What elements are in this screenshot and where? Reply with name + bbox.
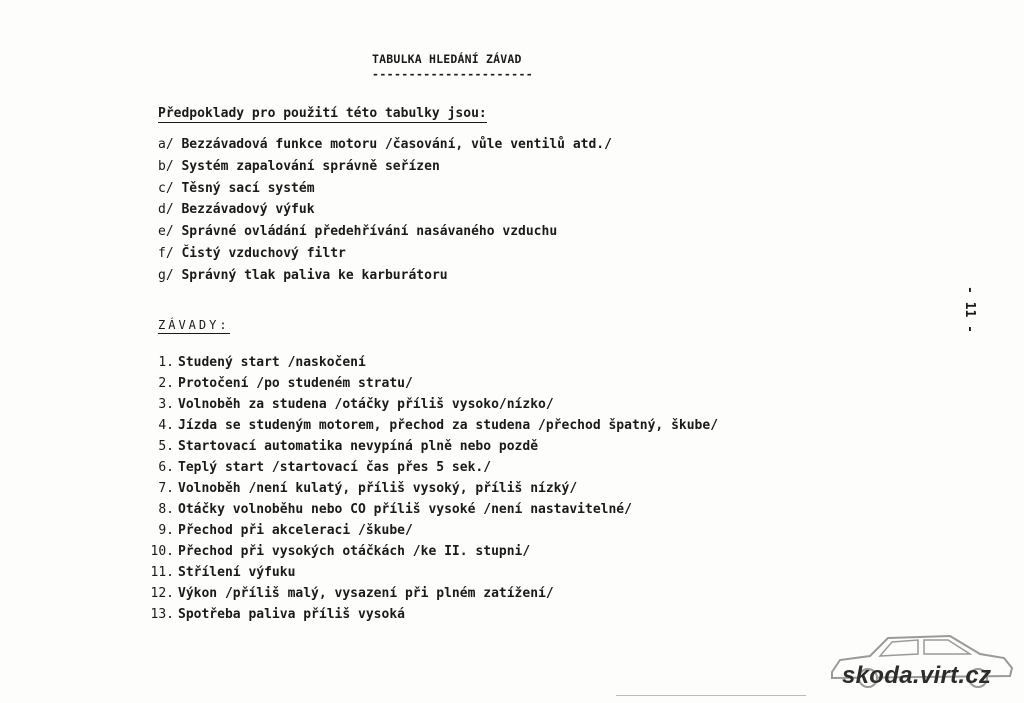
- list-item: 12. Výkon /příliš malý, vysazení při plném zatížení/: [150, 586, 554, 601]
- list-item: 8. Otáčky volnoběhu nebo CO příliš vysoké /není nastavitelné/: [158, 502, 632, 517]
- list-item: c/ Těsný sací systém: [158, 180, 315, 196]
- list-item: 10. Přechod při vysokých otáčkách /ke II. stupni/: [150, 544, 531, 559]
- list-item: a/ Bezzávadová funkce motoru /časování, vůle ventilů atd./: [158, 137, 612, 152]
- preconditions-heading: Předpoklady pro použití této tabulky jsou:: [158, 106, 487, 121]
- list-item: 1. Studený start /naskočení: [158, 355, 366, 370]
- list-item: 4. Jízda se studeným motorem, přechod za studena /přechod špatný, škube/: [158, 418, 719, 433]
- list-item: 7. Volnoběh /není kulatý, příliš vysoký, příliš nízký/: [158, 481, 578, 496]
- list-item: d/ Bezzávadový výfuk: [158, 202, 315, 218]
- list-item: e/ Správné ovládání předehřívání nasávaného vzduchu: [158, 224, 558, 240]
- list-item: 13. Spotřeba paliva příliš vysoká: [150, 607, 405, 622]
- preconditions-list: [158, 134, 612, 287]
- list-item: 6. Teplý start /startovací čas přes 5 sek./: [158, 460, 492, 475]
- faults-list: [140, 352, 718, 625]
- watermark-text: skoda.virt.cz: [842, 662, 992, 689]
- list-item: 11. Střílení výfuku: [150, 565, 296, 580]
- document-title: TABULKA HLEDÁNÍ ZÁVAD: [372, 52, 522, 66]
- list-item: 5. Startovací automatika nevypíná plně nebo pozdě: [158, 439, 539, 454]
- list-item: g/ Správný tlak paliva ke karburátoru: [158, 267, 448, 283]
- list-item: 3. Volnoběh za studena /otáčky příliš vysoko/nízko/: [158, 397, 554, 412]
- list-item: 9. Přechod při akceleraci /škube/: [158, 523, 413, 538]
- list-item: f/ Čistý vzduchový filtr: [158, 245, 346, 261]
- list-item: b/ Systém zapalování správně seřízen: [158, 158, 440, 174]
- list-item: 2. Protočení /po studeném stratu/: [158, 376, 413, 391]
- footer-divider: [616, 695, 806, 696]
- title-underline: ----------------------: [372, 67, 534, 81]
- page-number: - 11 -: [961, 286, 977, 333]
- faults-heading: ZÁVADY:: [158, 318, 230, 332]
